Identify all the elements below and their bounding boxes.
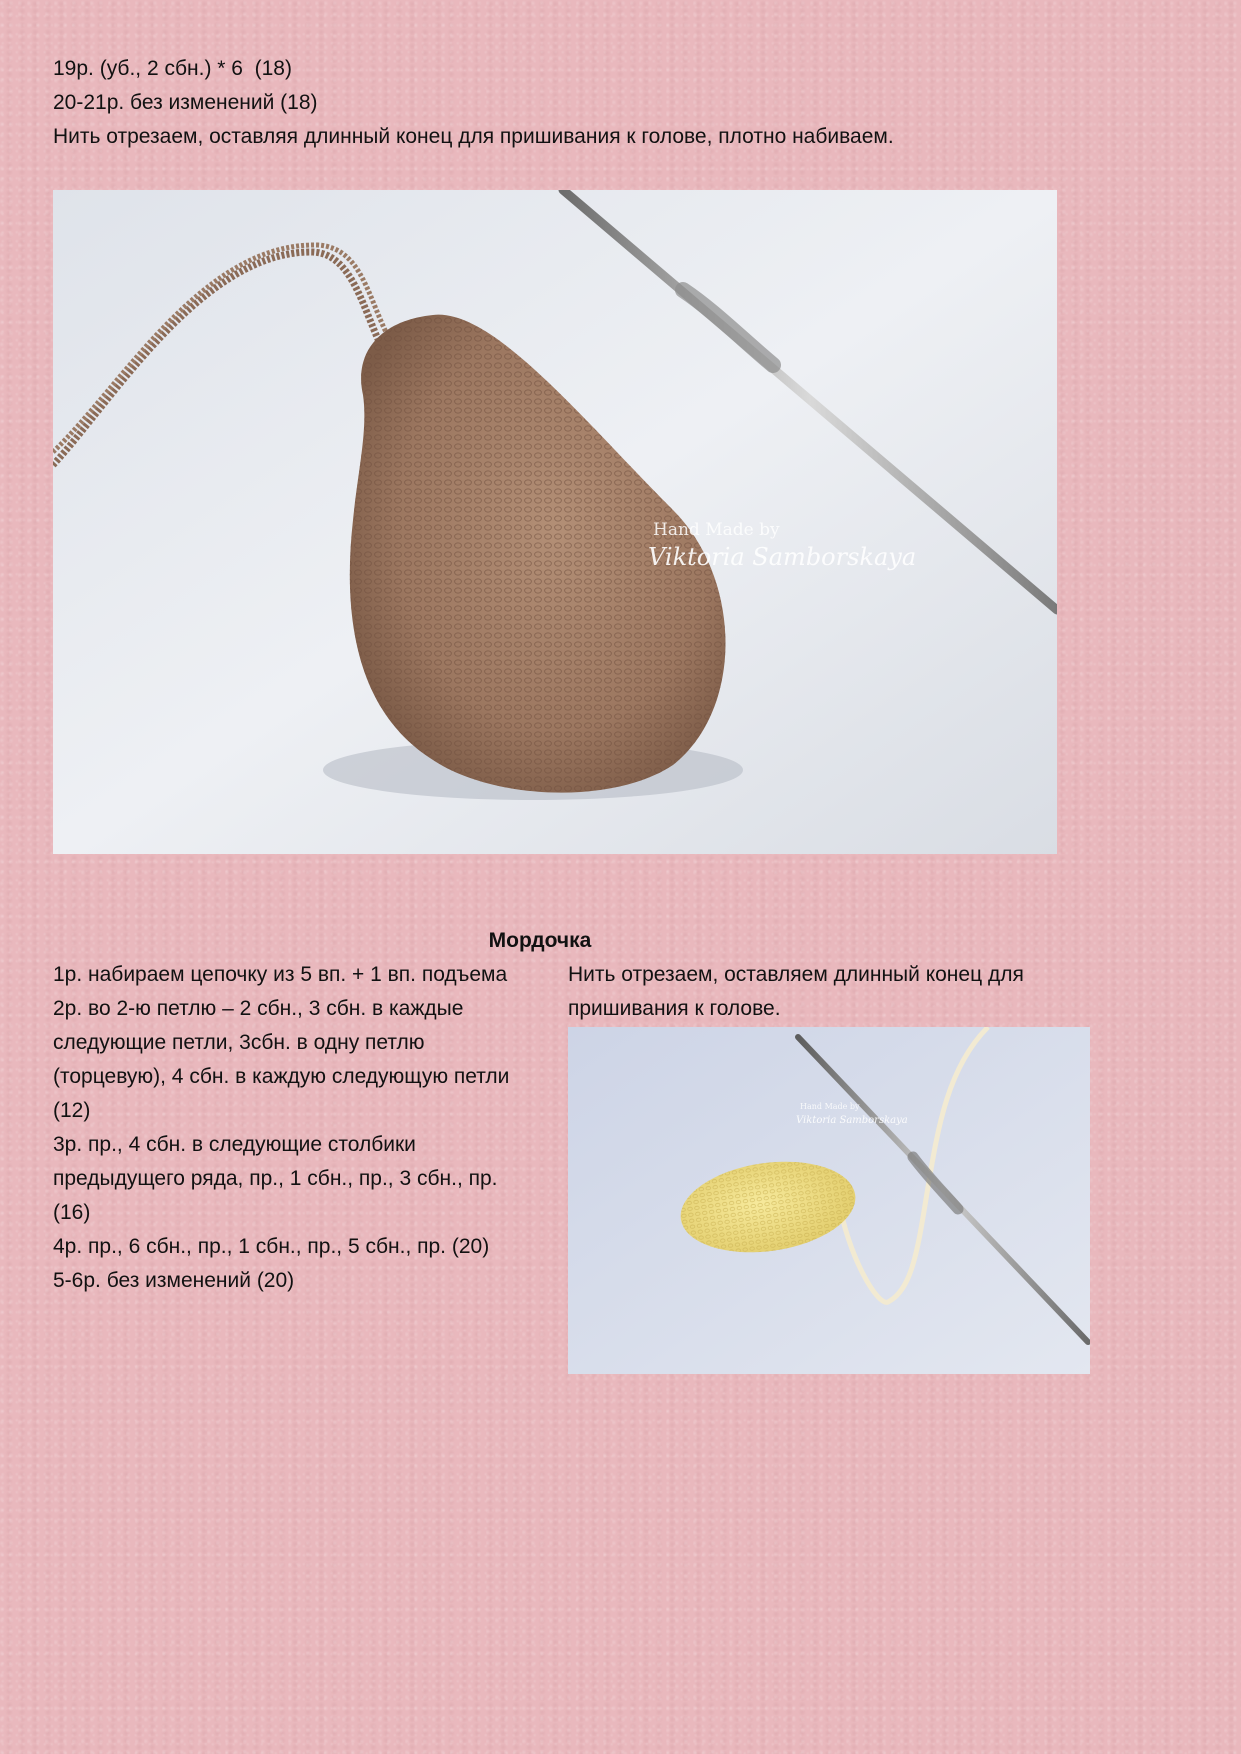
step-5: 5-6р. без изменений (20): [53, 1269, 295, 1292]
muzzle-photo: [568, 1027, 1090, 1374]
muzzle-steps: [53, 958, 533, 1298]
step-3: 3р. пр., 4 сбн. в следующие столбики предыдущего ряда, пр., 1 сбн., пр., 3 сбн., пр. (16): [53, 1133, 516, 1224]
crochet-piece-photo: [53, 190, 1057, 854]
step-4: 4р. пр., 6 сбн., пр., 1 сбн., пр., 5 сбн., пр. (20): [53, 1235, 490, 1258]
watermark-line-1: Hand Made by: [800, 1102, 860, 1111]
section-title: Мордочка: [488, 929, 592, 952]
watermark-line-1: Hand Made by: [653, 520, 780, 540]
muzzle-finish-text: [568, 958, 1058, 1026]
step-2: 2р. во 2-ю петлю – 2 сбн., 3 сбн. в каждые следующие петли, 3сбн. в одну петлю (торцевую), 4 сбн. в каждую следующую петли (12): [53, 997, 527, 1122]
intro-line-3: Нить отрезаем, оставляя длинный конец для пришивания к голове, плотно набиваем.: [53, 125, 894, 148]
intro-line-1: 19р. (уб., 2 сбн.) * 6 (18): [53, 57, 292, 80]
watermark-line-2: Viktoria Samborskaya: [648, 543, 917, 571]
finish-note: Нить отрезаем, оставляем длинный конец для пришивания к голове.: [568, 963, 1030, 1020]
crochet-piece-illustration: [53, 190, 1057, 854]
muzzle-illustration: [568, 1027, 1090, 1374]
intro-line-2: 20-21р. без изменений (18): [53, 91, 318, 114]
intro-text: [53, 52, 1063, 154]
step-1: 1р. набираем цепочку из 5 вп. + 1 вп. подъема: [53, 963, 508, 986]
watermark-line-2: Viktoria Samborskaya: [796, 1115, 908, 1126]
